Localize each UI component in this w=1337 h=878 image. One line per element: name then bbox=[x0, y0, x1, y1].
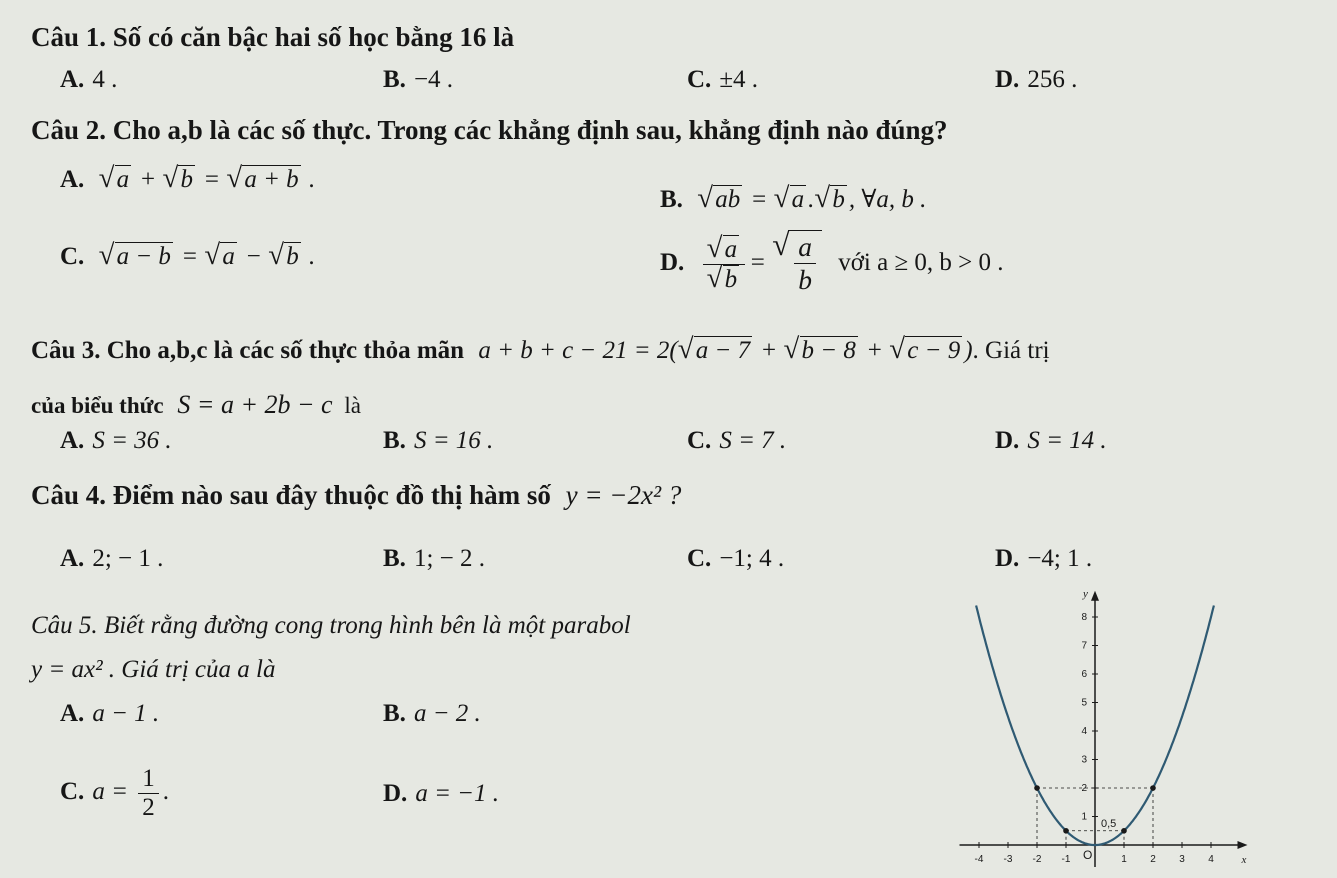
parabola-graph bbox=[945, 587, 1275, 870]
option-text: 2; − 1 . bbox=[92, 545, 164, 572]
formula-d: √ a √ b = √ $\frac{a}{b}$ bbox=[699, 249, 824, 276]
y-tick-label: 8 bbox=[1081, 612, 1087, 623]
q2-option-d[interactable] bbox=[660, 230, 1004, 296]
option-label: A. bbox=[60, 166, 85, 193]
option-text: a = −1 . bbox=[415, 780, 500, 807]
option-text: S = 14 . bbox=[1027, 427, 1107, 454]
y-tick-label: 5 bbox=[1081, 697, 1087, 709]
option-label: A. bbox=[60, 700, 85, 727]
q5-option-c[interactable]: C. a = $\frac{1}{2}$ . bbox=[60, 765, 169, 821]
question-3-expression: S = a + 2b − c bbox=[177, 390, 333, 419]
y-tick-label: 2 bbox=[1081, 783, 1087, 794]
q3-option-b[interactable] bbox=[383, 427, 493, 455]
question-2 bbox=[31, 115, 948, 146]
option-text: ±4 . bbox=[719, 66, 759, 93]
q4-option-d[interactable] bbox=[995, 545, 1092, 573]
option-label: A. bbox=[60, 427, 85, 454]
option-text: 1; − 2 . bbox=[413, 545, 485, 572]
q3-option-d[interactable] bbox=[995, 427, 1107, 455]
q2-option-c[interactable] bbox=[60, 242, 315, 271]
option-label: B. bbox=[383, 427, 406, 454]
q1-option-a[interactable] bbox=[60, 66, 117, 94]
option-label: A. bbox=[60, 66, 85, 93]
option-label: B. bbox=[383, 545, 406, 572]
x-tick-label: -2 bbox=[1032, 854, 1042, 865]
q4-option-b[interactable] bbox=[383, 545, 485, 573]
question-3-line2 bbox=[31, 390, 361, 420]
option-label: D. bbox=[383, 780, 408, 807]
x-tick-label: 4 bbox=[1208, 854, 1214, 865]
option-text: a − 2 . bbox=[413, 700, 481, 727]
option-text: −1; 4 . bbox=[719, 545, 785, 572]
option-text: a = bbox=[92, 778, 128, 806]
y-axis-label: y bbox=[1083, 587, 1088, 600]
question-1-text: Số có căn bậc hai số học bằng 16 là bbox=[112, 22, 515, 52]
question-4 bbox=[31, 480, 681, 511]
question-3-label: Câu 3. bbox=[31, 337, 101, 364]
question-5 bbox=[31, 612, 631, 640]
y-tick-label: 7 bbox=[1081, 640, 1087, 652]
y-tick-label: 1 bbox=[1081, 811, 1087, 823]
question-2-text: Cho a,b là các số thực. Trong các khẳng định sau, khẳng định nào đúng? bbox=[112, 115, 948, 145]
y-tick-label: 4 bbox=[1081, 726, 1087, 737]
option-text: 4 . bbox=[92, 66, 118, 93]
origin-label: O bbox=[1083, 848, 1093, 862]
question-3-text: Cho a,b,c là các số thực thỏa mãn bbox=[106, 337, 465, 364]
x-tick-label: -4 bbox=[974, 854, 984, 865]
option-label: D. bbox=[995, 66, 1020, 93]
question-5-text: Biết rằng đường cong trong hình bên là một parabol bbox=[103, 612, 631, 639]
marked-point bbox=[1121, 828, 1127, 834]
question-3-line2-text: của biểu thức bbox=[31, 393, 164, 418]
question-4-label: Câu 4. bbox=[31, 480, 107, 510]
q1-option-c[interactable] bbox=[687, 66, 758, 94]
y-tick-label: 6 bbox=[1081, 669, 1087, 680]
question-3-la: là bbox=[344, 393, 361, 418]
formula-c: √ a − b = √ a − √ b . bbox=[99, 243, 316, 270]
option-label: C. bbox=[687, 545, 712, 572]
question-2-label: Câu 2. bbox=[31, 115, 107, 145]
option-label: C. bbox=[687, 427, 712, 454]
option-label: C. bbox=[60, 778, 85, 806]
marked-point bbox=[1034, 785, 1040, 791]
option-text: −4; 1 . bbox=[1027, 545, 1093, 572]
point-label: 0,5 bbox=[1101, 817, 1117, 830]
fraction-one-half: $\frac{1}{2}$ bbox=[138, 765, 159, 822]
option-text: a − 1 . bbox=[92, 700, 160, 727]
option-text: −4 . bbox=[413, 66, 454, 93]
formula-d-tail: với a ≥ 0, b > 0 . bbox=[838, 248, 1004, 276]
option-label: B. bbox=[383, 66, 406, 93]
q1-option-d[interactable] bbox=[995, 66, 1077, 94]
option-text: S = 36 . bbox=[92, 427, 172, 454]
option-text: S = 16 . bbox=[413, 427, 494, 454]
question-3-text-end: . Giá trị bbox=[972, 337, 1050, 364]
option-label: D. bbox=[995, 427, 1020, 454]
question-4-text: Điểm nào sau đây thuộc đồ thị hàm số bbox=[112, 480, 551, 510]
option-text: S = 7 . bbox=[719, 427, 787, 454]
q1-option-b[interactable] bbox=[383, 66, 453, 94]
question-3 bbox=[31, 336, 1050, 365]
question-4-function: y = −2x² ? bbox=[565, 480, 682, 510]
option-label: B. bbox=[383, 700, 406, 727]
x-tick-label: -3 bbox=[1003, 854, 1013, 865]
x-axis-label: x bbox=[1241, 854, 1247, 866]
q5-option-d[interactable] bbox=[383, 780, 499, 808]
question-1 bbox=[31, 22, 514, 53]
q3-option-c[interactable] bbox=[687, 427, 786, 455]
marked-point bbox=[1150, 785, 1156, 791]
x-axis-arrow bbox=[1238, 841, 1248, 849]
x-tick-label: 2 bbox=[1150, 854, 1156, 865]
q2-option-a[interactable] bbox=[60, 165, 315, 194]
formula-b: √ ab = √ a .√ b , ∀a, b . bbox=[697, 186, 926, 213]
question-5-label: Câu 5. bbox=[31, 612, 98, 639]
option-label: C. bbox=[687, 66, 712, 93]
q4-option-c[interactable] bbox=[687, 545, 784, 573]
y-tick-label: 3 bbox=[1081, 754, 1087, 766]
x-tick-label: 3 bbox=[1179, 854, 1185, 865]
option-label: D. bbox=[995, 545, 1020, 572]
formula-a: √ a + √ b = √ a + b . bbox=[99, 166, 316, 193]
x-tick-label: -1 bbox=[1061, 854, 1071, 865]
option-label: D. bbox=[660, 248, 685, 276]
question-1-label: Câu 1. bbox=[31, 22, 107, 52]
y-axis-arrow bbox=[1091, 591, 1099, 601]
q3-option-a[interactable] bbox=[60, 427, 172, 455]
option-label: B. bbox=[660, 186, 683, 213]
q5-option-a[interactable] bbox=[60, 700, 159, 728]
q5-option-b[interactable] bbox=[383, 700, 481, 728]
question-5-line2: y = ax² . Giá trị của a là bbox=[31, 656, 276, 683]
marked-point bbox=[1063, 828, 1069, 834]
option-label: A. bbox=[60, 545, 85, 572]
x-tick-label: 1 bbox=[1121, 854, 1127, 865]
option-text: 256 . bbox=[1027, 66, 1078, 93]
q4-option-a[interactable] bbox=[60, 545, 163, 573]
option-label: C. bbox=[60, 243, 85, 270]
q2-option-b[interactable] bbox=[660, 184, 926, 214]
question-3-equation: a + b + c − 21 = 2(√ a − 7 + √ b − 8 + √ c − 9 ) bbox=[478, 337, 972, 364]
